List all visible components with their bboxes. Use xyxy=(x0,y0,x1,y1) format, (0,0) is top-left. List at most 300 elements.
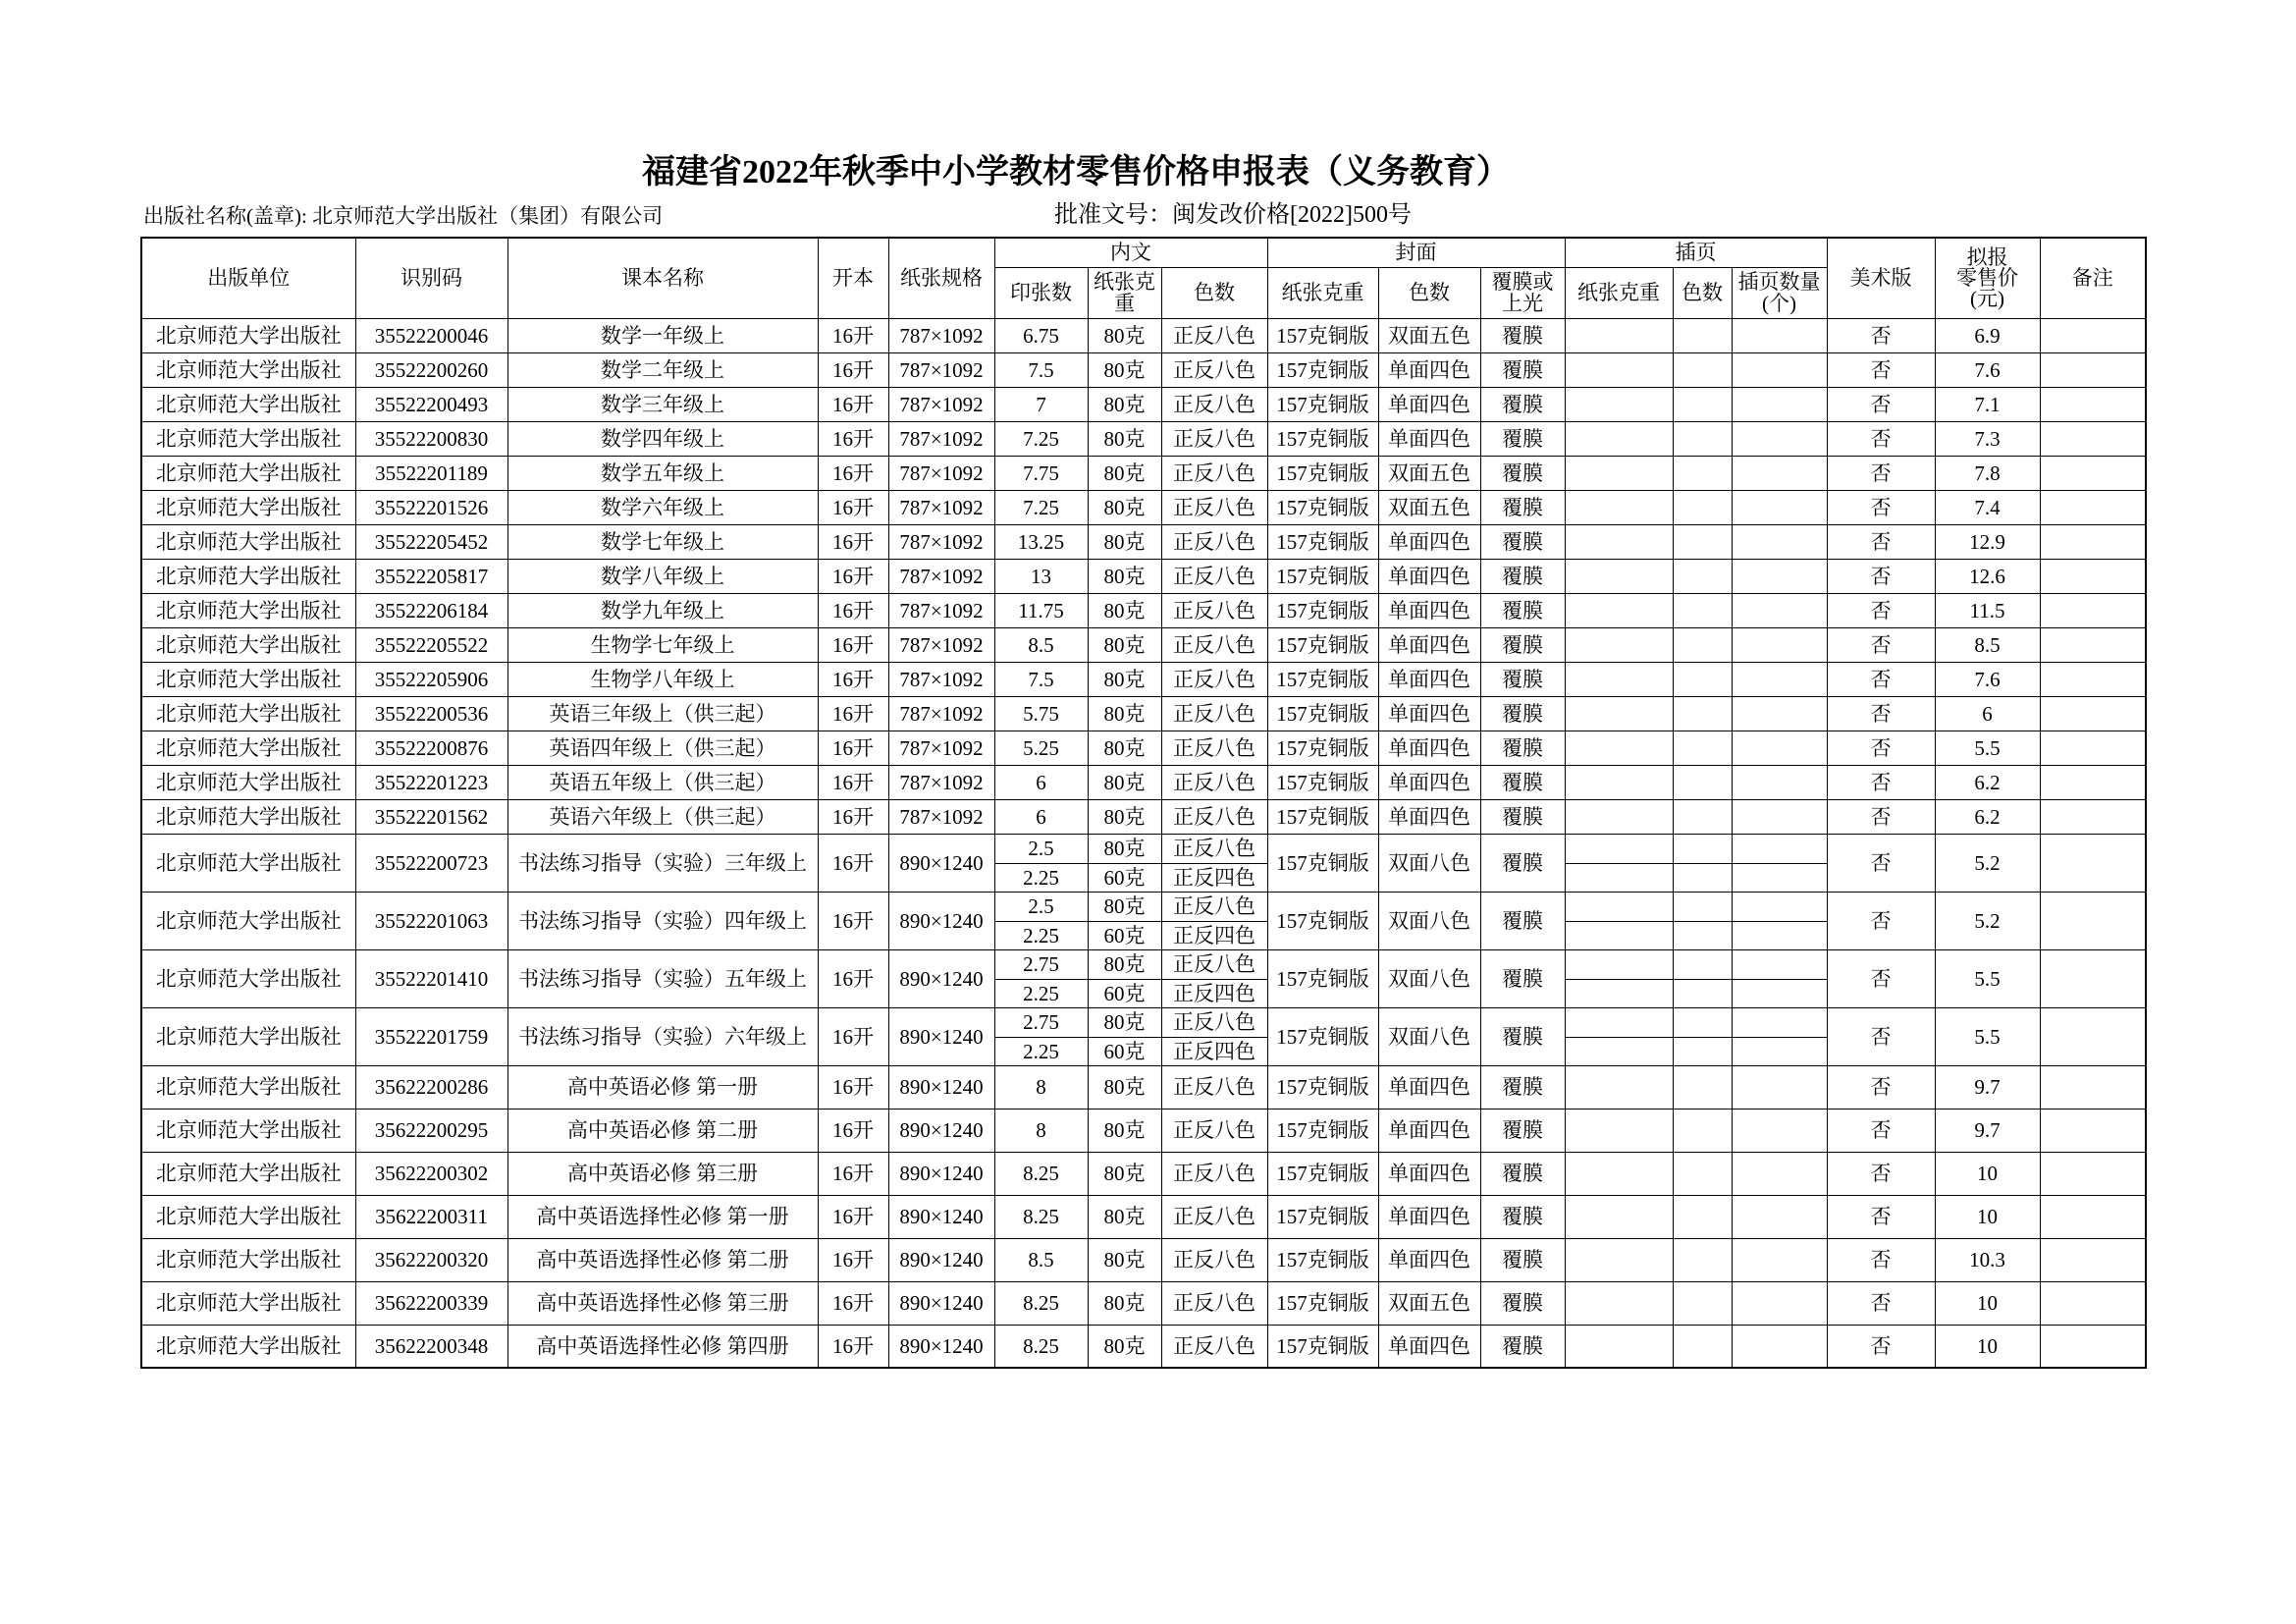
cell-cover-weight: 157克铜版 xyxy=(1267,1238,1378,1281)
cell-inner-sheets: 5.75 xyxy=(994,696,1088,731)
cell-price: 7.4 xyxy=(1935,490,2040,524)
table-row xyxy=(141,456,2146,490)
cell-cover-film: 覆膜 xyxy=(1480,949,1565,1007)
col-header-inner-sheets: 印张数 xyxy=(994,267,1088,318)
cell-code: 35522200536 xyxy=(355,696,507,731)
cell-art: 否 xyxy=(1827,490,1935,524)
cell-cover-colors: 单面四色 xyxy=(1378,731,1480,765)
cell-art: 否 xyxy=(1827,892,1935,949)
cell-insert-weight xyxy=(1565,1065,1673,1109)
cell-cover-film: 覆膜 xyxy=(1480,318,1565,352)
table-row xyxy=(141,731,2146,765)
cell-format: 16开 xyxy=(818,1007,888,1065)
cell-inner-weight: 80克 xyxy=(1088,559,1161,593)
table-row xyxy=(141,1065,2146,1109)
cell-inner-weight: 80克 xyxy=(1088,1325,1161,1368)
cell-paper-size: 890×1240 xyxy=(888,1195,994,1238)
cell-insert-count xyxy=(1732,1037,1827,1065)
cell-insert-colors xyxy=(1673,799,1732,834)
cell-cover-film: 覆膜 xyxy=(1480,490,1565,524)
cell-inner-weight: 80克 xyxy=(1088,627,1161,662)
cell-insert-weight xyxy=(1565,696,1673,731)
cell-cover-colors: 单面四色 xyxy=(1378,559,1480,593)
cell-insert-weight xyxy=(1565,559,1673,593)
cell-cover-weight: 157克铜版 xyxy=(1267,627,1378,662)
cell-paper-size: 890×1240 xyxy=(888,1007,994,1065)
cell-inner-colors: 正反八色 xyxy=(1161,662,1267,696)
publisher-value: 北京师范大学出版社（集团）有限公司 xyxy=(312,204,664,228)
col-header-inner-colors: 色数 xyxy=(1161,267,1267,318)
cell-format: 16开 xyxy=(818,834,888,892)
cell-insert-colors xyxy=(1673,1238,1732,1281)
cell-inner-sheets: 8 xyxy=(994,1065,1088,1109)
cell-insert-colors xyxy=(1673,731,1732,765)
cell-format: 16开 xyxy=(818,1238,888,1281)
cell-inner-sheets: 2.5 xyxy=(994,834,1088,863)
cell-code: 35622200348 xyxy=(355,1325,507,1368)
cell-note xyxy=(2040,490,2146,524)
table-row xyxy=(141,765,2146,799)
cell-inner-sheets: 8.25 xyxy=(994,1195,1088,1238)
cell-art: 否 xyxy=(1827,318,1935,352)
cell-insert-colors xyxy=(1673,696,1732,731)
cell-cover-colors: 单面四色 xyxy=(1378,387,1480,421)
cell-cover-colors: 单面四色 xyxy=(1378,696,1480,731)
cell-insert-count xyxy=(1732,1281,1827,1325)
cell-code: 35522200723 xyxy=(355,834,507,892)
cell-inner-sheets: 8.5 xyxy=(994,627,1088,662)
cell-price: 11.5 xyxy=(1935,593,2040,627)
cell-cover-film: 覆膜 xyxy=(1480,1325,1565,1368)
cell-inner-weight: 80克 xyxy=(1088,892,1161,921)
cell-art: 否 xyxy=(1827,593,1935,627)
approval-label: 批准文号： xyxy=(1054,202,1172,228)
cell-insert-weight xyxy=(1565,318,1673,352)
cell-art: 否 xyxy=(1827,421,1935,456)
cell-inner-weight: 80克 xyxy=(1088,1007,1161,1037)
cell-inner-sheets: 13 xyxy=(994,559,1088,593)
cell-insert-count xyxy=(1732,1152,1827,1195)
cell-cover-colors: 单面四色 xyxy=(1378,799,1480,834)
col-header-cover-colors: 色数 xyxy=(1378,267,1480,318)
cell-inner-sheets: 11.75 xyxy=(994,593,1088,627)
cell-inner-colors: 正反八色 xyxy=(1161,559,1267,593)
cell-publisher: 北京师范大学出版社 xyxy=(141,1109,355,1152)
cell-cover-weight: 157克铜版 xyxy=(1267,524,1378,559)
cell-cover-colors: 双面八色 xyxy=(1378,1007,1480,1065)
col-header-note: 备注 xyxy=(2040,238,2146,318)
cell-inner-colors: 正反八色 xyxy=(1161,1238,1267,1281)
cell-cover-film: 覆膜 xyxy=(1480,593,1565,627)
cell-cover-colors: 双面五色 xyxy=(1378,318,1480,352)
cell-insert-weight xyxy=(1565,1109,1673,1152)
cell-code: 35522201526 xyxy=(355,490,507,524)
cell-inner-colors: 正反八色 xyxy=(1161,456,1267,490)
cell-inner-sheets: 8.25 xyxy=(994,1281,1088,1325)
table-row xyxy=(141,1152,2146,1195)
cell-publisher: 北京师范大学出版社 xyxy=(141,627,355,662)
cell-cover-colors: 单面四色 xyxy=(1378,1238,1480,1281)
table-row xyxy=(141,318,2146,352)
cell-insert-count xyxy=(1732,799,1827,834)
cell-code: 35622200320 xyxy=(355,1238,507,1281)
cell-insert-count xyxy=(1732,1325,1827,1368)
publisher-line xyxy=(143,203,663,229)
insert-count-header-line: (个) xyxy=(1762,292,1797,315)
cell-inner-colors: 正反八色 xyxy=(1161,1109,1267,1152)
cell-paper-size: 890×1240 xyxy=(888,1065,994,1109)
cell-inner-weight: 80克 xyxy=(1088,318,1161,352)
cell-cover-weight: 157克铜版 xyxy=(1267,949,1378,1007)
table-row xyxy=(141,524,2146,559)
cell-cover-weight: 157克铜版 xyxy=(1267,593,1378,627)
cell-name: 数学三年级上 xyxy=(507,387,818,421)
cell-insert-count xyxy=(1732,1065,1827,1109)
cell-name: 英语五年级上（供三起） xyxy=(507,765,818,799)
table-row xyxy=(141,1195,2146,1238)
cell-insert-count xyxy=(1732,979,1827,1007)
cell-inner-colors: 正反四色 xyxy=(1161,863,1267,892)
cell-insert-weight xyxy=(1565,731,1673,765)
cell-format: 16开 xyxy=(818,593,888,627)
cell-note xyxy=(2040,799,2146,834)
cell-cover-colors: 单面四色 xyxy=(1378,421,1480,456)
cell-cover-colors: 单面四色 xyxy=(1378,593,1480,627)
cell-publisher: 北京师范大学出版社 xyxy=(141,421,355,456)
cell-inner-weight: 80克 xyxy=(1088,1195,1161,1238)
cell-format: 16开 xyxy=(818,1195,888,1238)
cell-cover-film: 覆膜 xyxy=(1480,662,1565,696)
cell-code: 35522200260 xyxy=(355,352,507,387)
cell-cover-weight: 157克铜版 xyxy=(1267,352,1378,387)
cell-paper-size: 890×1240 xyxy=(888,1109,994,1152)
cell-inner-sheets: 2.75 xyxy=(994,949,1088,979)
cell-format: 16开 xyxy=(818,731,888,765)
cell-publisher: 北京师范大学出版社 xyxy=(141,662,355,696)
table-row xyxy=(141,1007,2146,1037)
cell-publisher: 北京师范大学出版社 xyxy=(141,1152,355,1195)
cell-insert-colors xyxy=(1673,1152,1732,1195)
cell-paper-size: 787×1092 xyxy=(888,387,994,421)
cell-cover-weight: 157克铜版 xyxy=(1267,834,1378,892)
cell-insert-colors xyxy=(1673,1065,1732,1109)
cell-insert-weight xyxy=(1565,1152,1673,1195)
cell-cover-weight: 157克铜版 xyxy=(1267,559,1378,593)
cell-format: 16开 xyxy=(818,387,888,421)
cell-insert-colors xyxy=(1673,1037,1732,1065)
cell-price: 10 xyxy=(1935,1325,2040,1368)
cell-cover-film: 覆膜 xyxy=(1480,1281,1565,1325)
cell-paper-size: 787×1092 xyxy=(888,627,994,662)
cell-cover-weight: 157克铜版 xyxy=(1267,456,1378,490)
cell-cover-colors: 双面八色 xyxy=(1378,834,1480,892)
cell-name: 英语四年级上（供三起） xyxy=(507,731,818,765)
cell-insert-weight xyxy=(1565,387,1673,421)
approval-line xyxy=(1054,201,1412,229)
cell-cover-weight: 157克铜版 xyxy=(1267,1065,1378,1109)
cell-insert-weight xyxy=(1565,456,1673,490)
cell-code: 35522200830 xyxy=(355,421,507,456)
cell-code: 35522201223 xyxy=(355,765,507,799)
cell-insert-colors xyxy=(1673,834,1732,863)
cell-note xyxy=(2040,892,2146,949)
approval-value: 闽发改价格[2022]500号 xyxy=(1172,202,1412,228)
cell-cover-weight: 157克铜版 xyxy=(1267,1109,1378,1152)
cell-cover-weight: 157克铜版 xyxy=(1267,765,1378,799)
cover-film-header-line: 覆膜或 xyxy=(1491,270,1554,294)
cell-inner-weight: 60克 xyxy=(1088,863,1161,892)
cell-name: 书法练习指导（实验）六年级上 xyxy=(507,1007,818,1065)
cell-insert-count xyxy=(1732,1238,1827,1281)
cell-insert-weight xyxy=(1565,799,1673,834)
cell-art: 否 xyxy=(1827,1238,1935,1281)
cell-name: 数学五年级上 xyxy=(507,456,818,490)
cell-art: 否 xyxy=(1827,1109,1935,1152)
cell-art: 否 xyxy=(1827,662,1935,696)
table-row xyxy=(141,1281,2146,1325)
cell-cover-film: 覆膜 xyxy=(1480,696,1565,731)
cell-insert-count xyxy=(1732,559,1827,593)
cell-inner-sheets: 6.75 xyxy=(994,318,1088,352)
cell-code: 35522200046 xyxy=(355,318,507,352)
cell-note xyxy=(2040,318,2146,352)
cell-cover-weight: 157克铜版 xyxy=(1267,1152,1378,1195)
cell-cover-weight: 157克铜版 xyxy=(1267,892,1378,949)
cell-publisher: 北京师范大学出版社 xyxy=(141,696,355,731)
table-row xyxy=(141,593,2146,627)
cell-name: 数学六年级上 xyxy=(507,490,818,524)
cell-inner-weight: 60克 xyxy=(1088,1037,1161,1065)
cell-code: 35622200339 xyxy=(355,1281,507,1325)
cell-insert-count xyxy=(1732,593,1827,627)
cell-price: 5.2 xyxy=(1935,834,2040,892)
cell-insert-colors xyxy=(1673,559,1732,593)
cell-art: 否 xyxy=(1827,352,1935,387)
cell-paper-size: 787×1092 xyxy=(888,799,994,834)
cell-code: 35522205817 xyxy=(355,559,507,593)
cell-note xyxy=(2040,1152,2146,1195)
cell-paper-size: 787×1092 xyxy=(888,318,994,352)
cell-inner-sheets: 2.5 xyxy=(994,892,1088,921)
cell-cover-colors: 单面四色 xyxy=(1378,1152,1480,1195)
cell-art: 否 xyxy=(1827,1325,1935,1368)
col-header-publisher: 出版单位 xyxy=(141,238,355,318)
cell-paper-size: 890×1240 xyxy=(888,1325,994,1368)
cell-inner-sheets: 2.25 xyxy=(994,863,1088,892)
cell-note xyxy=(2040,1007,2146,1065)
cell-price: 7.6 xyxy=(1935,662,2040,696)
cell-inner-sheets: 7 xyxy=(994,387,1088,421)
cell-note xyxy=(2040,1281,2146,1325)
cell-insert-weight xyxy=(1565,1238,1673,1281)
cell-paper-size: 787×1092 xyxy=(888,352,994,387)
cell-price: 6.2 xyxy=(1935,765,2040,799)
cell-publisher: 北京师范大学出版社 xyxy=(141,318,355,352)
cell-cover-film: 覆膜 xyxy=(1480,1238,1565,1281)
cell-inner-weight: 80克 xyxy=(1088,1109,1161,1152)
cell-insert-colors xyxy=(1673,524,1732,559)
cell-note xyxy=(2040,696,2146,731)
cell-inner-sheets: 2.25 xyxy=(994,979,1088,1007)
cell-insert-weight xyxy=(1565,949,1673,979)
cell-note xyxy=(2040,352,2146,387)
col-header-inner-weight xyxy=(1088,267,1161,318)
cell-insert-count xyxy=(1732,731,1827,765)
cell-publisher: 北京师范大学出版社 xyxy=(141,1065,355,1109)
cell-name: 书法练习指导（实验）四年级上 xyxy=(507,892,818,949)
insert-count-header-line: 插页数量 xyxy=(1737,270,1821,294)
cell-price: 12.9 xyxy=(1935,524,2040,559)
table-row xyxy=(141,387,2146,421)
cell-code: 35522206184 xyxy=(355,593,507,627)
cell-inner-colors: 正反八色 xyxy=(1161,490,1267,524)
cell-cover-colors: 单面四色 xyxy=(1378,524,1480,559)
cell-name: 数学一年级上 xyxy=(507,318,818,352)
cell-cover-colors: 双面五色 xyxy=(1378,490,1480,524)
cover-film-header-line: 上光 xyxy=(1502,292,1544,315)
header-row-group xyxy=(141,238,2146,267)
cell-insert-count xyxy=(1732,834,1827,863)
col-header-insert-count xyxy=(1732,267,1827,318)
cell-price: 9.7 xyxy=(1935,1109,2040,1152)
cell-cover-film: 覆膜 xyxy=(1480,387,1565,421)
col-header-paper-size: 纸张规格 xyxy=(888,238,994,318)
cell-note xyxy=(2040,834,2146,892)
cell-cover-weight: 157克铜版 xyxy=(1267,490,1378,524)
cell-inner-weight: 80克 xyxy=(1088,490,1161,524)
cell-format: 16开 xyxy=(818,799,888,834)
cell-art: 否 xyxy=(1827,731,1935,765)
cell-name: 生物学八年级上 xyxy=(507,662,818,696)
cell-publisher: 北京师范大学出版社 xyxy=(141,1325,355,1368)
price-table xyxy=(140,237,2147,1369)
cell-name: 英语六年级上（供三起） xyxy=(507,799,818,834)
cell-inner-sheets: 7.25 xyxy=(994,490,1088,524)
cell-cover-weight: 157克铜版 xyxy=(1267,799,1378,834)
cell-cover-film: 覆膜 xyxy=(1480,1007,1565,1065)
cell-insert-count xyxy=(1732,662,1827,696)
cell-note xyxy=(2040,1195,2146,1238)
cell-paper-size: 787×1092 xyxy=(888,456,994,490)
cell-cover-colors: 单面四色 xyxy=(1378,352,1480,387)
table-row xyxy=(141,892,2146,921)
cell-note xyxy=(2040,387,2146,421)
cell-format: 16开 xyxy=(818,352,888,387)
cell-code: 35522201410 xyxy=(355,949,507,1007)
cell-insert-count xyxy=(1732,1007,1827,1037)
cell-cover-film: 覆膜 xyxy=(1480,892,1565,949)
cell-format: 16开 xyxy=(818,627,888,662)
cell-cover-colors: 单面四色 xyxy=(1378,1325,1480,1368)
cell-code: 35522201562 xyxy=(355,799,507,834)
cell-inner-colors: 正反八色 xyxy=(1161,387,1267,421)
col-header-format: 开本 xyxy=(818,238,888,318)
col-header-code: 识别码 xyxy=(355,238,507,318)
cell-code: 35622200311 xyxy=(355,1195,507,1238)
cell-name: 英语三年级上（供三起） xyxy=(507,696,818,731)
cell-price: 7.8 xyxy=(1935,456,2040,490)
cell-inner-colors: 正反八色 xyxy=(1161,731,1267,765)
cell-paper-size: 890×1240 xyxy=(888,949,994,1007)
table-body xyxy=(141,318,2146,1368)
price-header-line: (元) xyxy=(1970,286,2005,310)
cell-publisher: 北京师范大学出版社 xyxy=(141,1238,355,1281)
cell-cover-film: 覆膜 xyxy=(1480,1109,1565,1152)
cell-inner-colors: 正反八色 xyxy=(1161,949,1267,979)
cell-name: 数学八年级上 xyxy=(507,559,818,593)
col-header-insert-weight: 纸张克重 xyxy=(1565,267,1673,318)
cell-art: 否 xyxy=(1827,456,1935,490)
cell-insert-colors xyxy=(1673,892,1732,921)
cell-insert-colors xyxy=(1673,863,1732,892)
cell-inner-weight: 80克 xyxy=(1088,696,1161,731)
cell-insert-count xyxy=(1732,765,1827,799)
cell-name: 数学二年级上 xyxy=(507,352,818,387)
cell-publisher: 北京师范大学出版社 xyxy=(141,892,355,949)
cell-note xyxy=(2040,456,2146,490)
cell-inner-weight: 80克 xyxy=(1088,1238,1161,1281)
cell-cover-colors: 单面四色 xyxy=(1378,627,1480,662)
cell-publisher: 北京师范大学出版社 xyxy=(141,524,355,559)
cell-format: 16开 xyxy=(818,559,888,593)
cell-cover-film: 覆膜 xyxy=(1480,834,1565,892)
cell-inner-sheets: 2.25 xyxy=(994,921,1088,949)
cell-art: 否 xyxy=(1827,1281,1935,1325)
cell-note xyxy=(2040,662,2146,696)
cell-inner-weight: 80克 xyxy=(1088,593,1161,627)
cell-inner-colors: 正反八色 xyxy=(1161,696,1267,731)
cell-inner-weight: 80克 xyxy=(1088,421,1161,456)
cell-cover-weight: 157克铜版 xyxy=(1267,1195,1378,1238)
cell-inner-weight: 60克 xyxy=(1088,921,1161,949)
col-header-insert-colors: 色数 xyxy=(1673,267,1732,318)
cell-paper-size: 787×1092 xyxy=(888,765,994,799)
cell-note xyxy=(2040,627,2146,662)
cell-inner-sheets: 8.25 xyxy=(994,1152,1088,1195)
cell-cover-film: 覆膜 xyxy=(1480,456,1565,490)
table-row xyxy=(141,559,2146,593)
table-row xyxy=(141,662,2146,696)
cell-inner-colors: 正反八色 xyxy=(1161,765,1267,799)
cell-publisher: 北京师范大学出版社 xyxy=(141,559,355,593)
cell-note xyxy=(2040,593,2146,627)
cell-cover-colors: 双面五色 xyxy=(1378,456,1480,490)
cell-format: 16开 xyxy=(818,421,888,456)
cell-price: 10 xyxy=(1935,1152,2040,1195)
cell-inner-colors: 正反八色 xyxy=(1161,892,1267,921)
cell-note xyxy=(2040,1109,2146,1152)
cell-price: 10 xyxy=(1935,1281,2040,1325)
cell-art: 否 xyxy=(1827,1195,1935,1238)
cell-note xyxy=(2040,1325,2146,1368)
cell-insert-colors xyxy=(1673,1325,1732,1368)
cell-publisher: 北京师范大学出版社 xyxy=(141,731,355,765)
cell-insert-weight xyxy=(1565,352,1673,387)
cell-insert-weight xyxy=(1565,1007,1673,1037)
cell-paper-size: 890×1240 xyxy=(888,1152,994,1195)
cell-publisher: 北京师范大学出版社 xyxy=(141,834,355,892)
cell-insert-weight xyxy=(1565,421,1673,456)
col-header-price xyxy=(1935,238,2040,318)
cell-insert-weight xyxy=(1565,593,1673,627)
cell-insert-count xyxy=(1732,387,1827,421)
cell-format: 16开 xyxy=(818,1281,888,1325)
cell-inner-sheets: 2.75 xyxy=(994,1007,1088,1037)
table-row xyxy=(141,834,2146,863)
cell-art: 否 xyxy=(1827,834,1935,892)
publisher-label: 出版社名称(盖章): xyxy=(143,204,307,228)
cell-insert-weight xyxy=(1565,921,1673,949)
